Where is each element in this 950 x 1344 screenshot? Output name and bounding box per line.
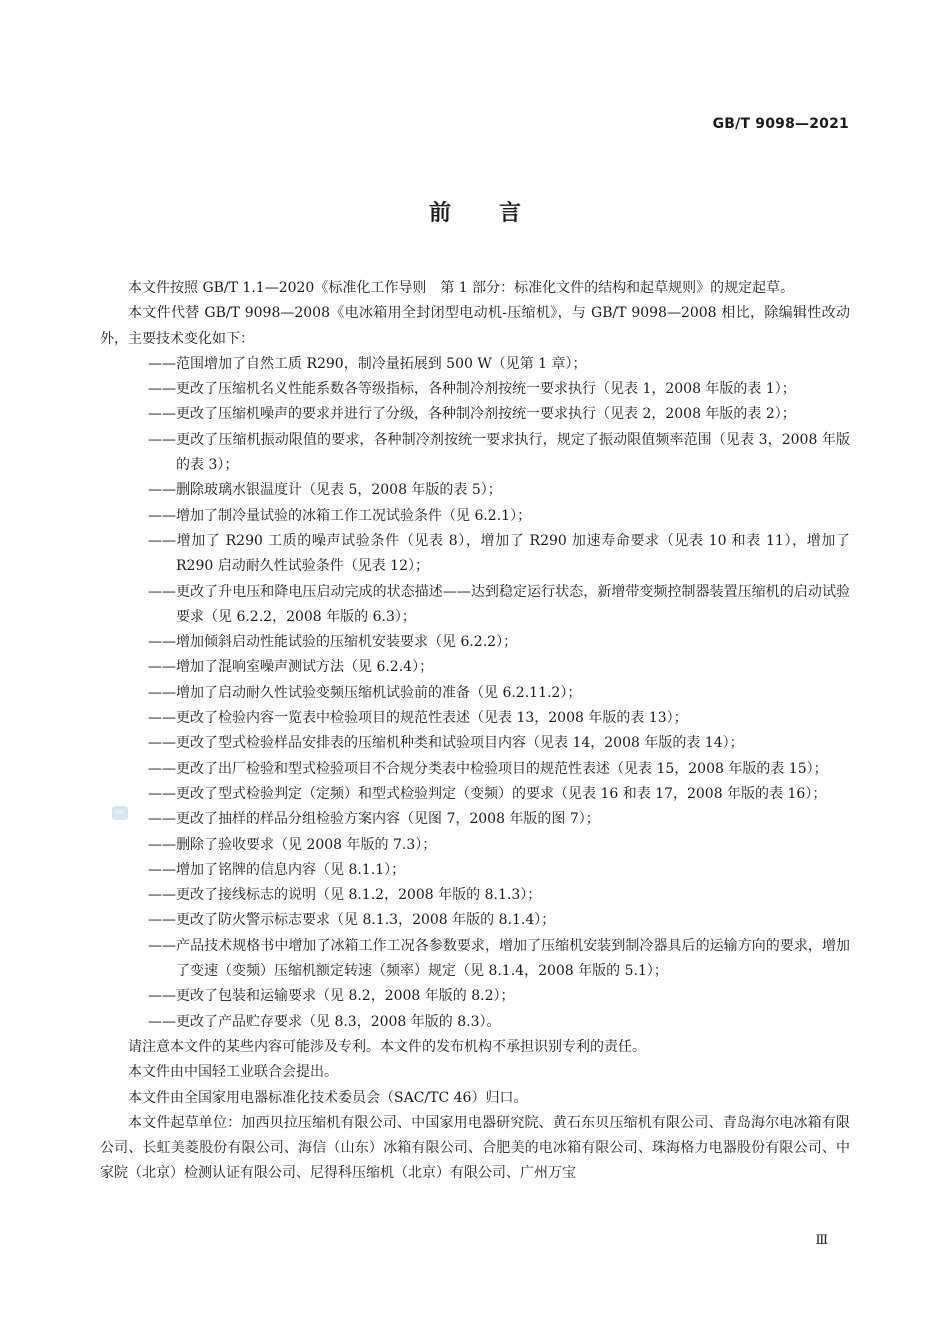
page-number: Ⅲ [815,1233,828,1248]
change-item: ——更改了压缩机振动限值的要求，各种制冷剂按统一要求执行，规定了振动限值频率范围（见表 3，2008 年版的表 3）； [148,431,850,474]
change-item: ——更改了防火警示标志要求（见 8.1.3，2008 年版的 8.1.4）； [148,912,556,929]
intro-paragraph: 本文件按照 GB/T 1.1—2020《标准化工作导则 第 1 部分：标准化文件的结构和起草规则》的规定起草。 [128,280,795,296]
standard-number: GB/T 9098—2021 [712,116,849,132]
change-item: ——更改了型式检验判定（定频）和型式检验判定（变频）的要求（见表 16 和表 17，2008 年版的表 16）； [148,785,827,802]
change-item: ——更改了升电压和降电压启动完成的状态描述——达到稳定运行状态，新增带变频控制器装置压缩机的启动试验要求（见 6.2.2，2008 年版的 6.3）； [148,583,850,625]
sac-watermark: SAC [112,806,128,820]
change-item: ——删除玻璃水银温度计（见表 5，2008 年版的表 5）； [148,482,502,499]
change-item: ——增加了铭牌的信息内容（见 8.1.1）； [148,861,406,878]
change-item: ——增加倾斜启动性能试验的压缩机安装要求（见 6.2.2）； [148,634,518,651]
change-item: ——增加了 R290 工质的噪声试验条件（见表 8），增加了 R290 加速寿命要求（见表 10 和表 11），增加了 R290 启动耐久性试验条件（见表 12）； [148,532,850,575]
change-item: ——更改了检验内容一览表中检验项目的规范性表述（见表 13，2008 年版的表 13）； [148,710,688,727]
change-item: ——产品技术规格书中增加了冰箱工作工况各参数要求，增加了压缩机安装到制冷器具后的运输方向的要求，增加了变速（变频）压缩机额定转速（频率）规定（见 8.1.4，2008 年版的 5.1）； [148,937,850,980]
title-char-1: 前 [428,201,451,226]
change-item: ——更改了产品贮存要求（见 8.3，2008 年版的 8.3）。 [148,1013,501,1030]
foreword-body [100,276,850,1187]
title-char-2: 言 [499,201,522,226]
change-item: ——增加了混响室噪声测试方法（见 6.2.4）； [148,659,434,676]
intro-paragraph: 本文件代替 GB/T 9098—2008《电冰箱用全封闭型电动机-压缩机》，与 GB/T 9098—2008 相比，除编辑性改动外，主要技术变化如下： [100,305,850,347]
change-item: ——更改了出厂检验和型式检验项目不合规分类表中检验项目的规范性表述（见表 15，2008 年版的表 15）； [148,760,828,777]
change-item: ——增加了制冷量试验的冰箱工作工况试验条件（见 6.2.1）； [148,507,532,524]
change-item: ——更改了抽样的样品分组检验方案内容（见图 7，2008 年版的图 7）； [148,811,600,828]
change-item: ——更改了包装和运输要求（见 8.2，2008 年版的 8.2）； [148,988,515,1005]
change-item: ——更改了接线标志的说明（见 8.1.2，2008 年版的 8.1.3）； [148,887,542,904]
change-item: ——更改了型式检验样品安排表的压缩机种类和试验项目内容（见表 14，2008 年版的表 14）； [148,735,744,752]
change-item: ——更改了压缩机噪声的要求并进行了分级，各种制冷剂按统一要求执行（见表 2，2008 年版的表 2）； [148,406,796,423]
patent-notice: 请注意本文件的某些内容可能涉及专利。本文件的发布机构不承担识别专利的责任。 [128,1038,646,1055]
drafting-units: 本文件起草单位：加西贝拉压缩机有限公司、中国家用电器研究院、黄石东贝压缩机有限公司、青岛海尔电冰箱有限公司、长虹美菱股份有限公司、海信（山东）冰箱有限公司、合肥美的电冰箱有限公司、珠海格力电器股份有限公司、中家院（北京）检测认证有限公司、尼得科压缩机（北京）有限公司、广州万宝 [100,1114,850,1182]
committee-statement: 本文件由全国家用电器标准化技术委员会（SAC/TC 46）归口。 [128,1089,528,1106]
change-item: ——删除了验收要求（见 2008 年版的 7.3）； [148,836,437,853]
change-item: ——增加了启动耐久性试验变频压缩机试验前的准备（见 6.2.11.2）； [148,684,582,701]
page-title [0,196,950,227]
change-item: ——更改了压缩机名义性能系数各等级指标，各种制冷剂按统一要求执行（见表 1，2008 年版的表 1）； [148,381,796,398]
change-item: ——范围增加了自然工质 R290，制冷量拓展到 500 W（见第 1 章）； [148,355,587,372]
proposer-statement: 本文件由中国轻工业联合会提出。 [128,1064,338,1081]
